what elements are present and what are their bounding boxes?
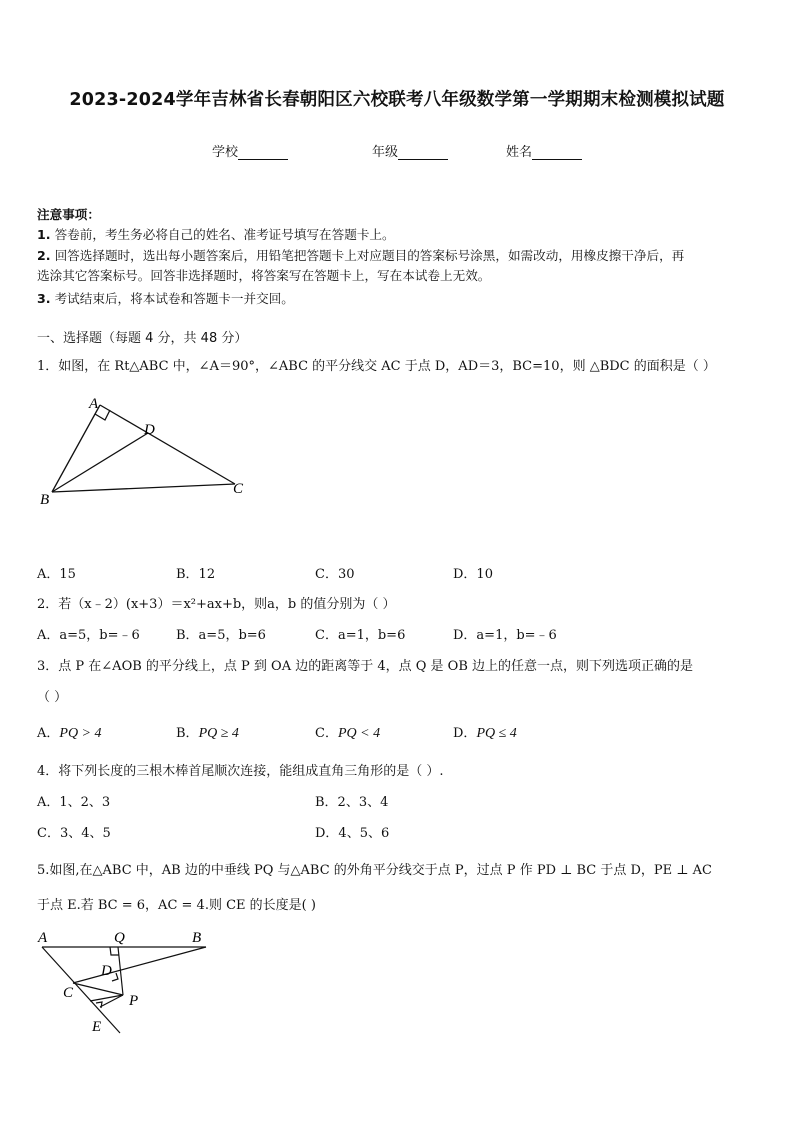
q2-option-b[interactable]: B．a=5，b=6 [176,628,266,643]
q5-label-c: C [63,985,74,1001]
q2-option-d[interactable]: D．a=1，b=﹣6 [453,628,557,643]
q5-label-d: D [101,963,112,979]
section-heading: 一、选择题（每题 4 分，共 48 分） [37,331,248,346]
name-field [506,141,582,160]
q5-label-b: B [192,930,202,946]
question-1-text: 1．如图，在 Rt△ABC 中，∠A＝90°，∠ABC 的平分线交 AC 于点 D，AD＝3，BC=10，则 △BDC 的面积是（ ） [37,359,716,374]
q3-expr-c: PQ < 4 [337,726,381,741]
note-item-2-cont: 选涂其它答案标号。回答非选择题时，将答案写在答题卡上，写在本试卷上无效。 [37,268,491,283]
school-blank [238,146,288,160]
q1-option-c[interactable]: C．30 [315,567,355,582]
question-5-figure [30,925,220,1040]
q1-option-a[interactable]: A．15 [37,567,76,582]
note-item-1: 1. 答卷前，考生务必将自己的姓名、准考证号填写在答题卡上。 [37,227,395,242]
question-5-text-cont: 于点 E.若 BC = 6，AC = 4.则 CE 的长度是( ) [37,898,316,913]
q1-label-d: D [144,422,155,438]
q3-option-d[interactable]: D．PQ ≤ 4 [453,726,517,741]
note-item-3: 3. 考试结束后，将本试卷和答题卡一并交回。 [37,291,294,306]
grade-blank [398,146,448,160]
q5-label-p: P [129,993,139,1009]
q1-label-a: A [89,396,99,412]
exam-title: 2023-2024学年吉林省长春朝阳区六校联考八年级数学第一学期期末检测模拟试题 [69,90,725,110]
notes-heading: 注意事项： [37,207,100,222]
q2-option-a[interactable]: A．a=5，b=﹣6 [37,628,140,643]
question-5-text: 5.如图,在△ABC 中，AB 边的中垂线 PQ 与△ABC 的外角平分线交于点 P，过点 P 作 PD ⊥ BC 于点 D，PE ⊥ AC [37,863,712,878]
grade-field [372,141,448,160]
q1-option-d[interactable]: D．10 [453,567,493,582]
school-label: 学校 [212,145,239,160]
note-item-2: 2. 回答选择题时，选出每小题答案后，用铅笔把答题卡上对应题目的答案标号涂黑，如需改动，用橡皮擦干净后，再 [37,248,685,263]
name-label: 姓名 [506,145,533,160]
q3-option-c[interactable]: C．PQ < 4 [315,726,381,741]
question-3-paren: （ ） [37,690,68,705]
q5-label-e: E [92,1019,102,1035]
q5-label-q: Q [114,930,125,946]
question-1-figure [30,390,260,510]
school-field [212,141,288,160]
name-blank [532,146,582,160]
q4-option-d[interactable]: D．4、5、6 [315,826,390,841]
q1-label-c: C [233,481,244,497]
question-3-text: 3．点 P 在∠AOB 的平分线上，点 P 到 OA 边的距离等于 4，点 Q 是 OB 边上的任意一点，则下列选项正确的是 [37,659,694,674]
q5-label-a: A [38,930,48,946]
question-2-text: 2．若（x﹣2）(x+3）＝x²+ax+b，则a，b 的值分别为（ ） [37,597,396,612]
q4-option-a[interactable]: A．1、2、3 [37,795,111,810]
q3-expr-d: PQ ≤ 4 [476,726,517,741]
q3-expr-b: PQ ≥ 4 [198,726,239,741]
q1-label-b: B [40,492,50,508]
q4-option-c[interactable]: C．3、4、5 [37,826,111,841]
q3-expr-a: PQ > 4 [59,726,102,741]
q3-option-b[interactable]: B．PQ ≥ 4 [176,726,239,741]
q2-option-c[interactable]: C．a=1，b=6 [315,628,406,643]
q4-option-b[interactable]: B．2、3、4 [315,795,389,810]
grade-label: 年级 [372,145,399,160]
question-4-text: 4．将下列长度的三根木棒首尾顺次连接，能组成直角三角形的是（ ）. [37,764,444,779]
q1-option-b[interactable]: B．12 [176,567,216,582]
q3-option-a[interactable]: A．PQ > 4 [37,726,102,741]
